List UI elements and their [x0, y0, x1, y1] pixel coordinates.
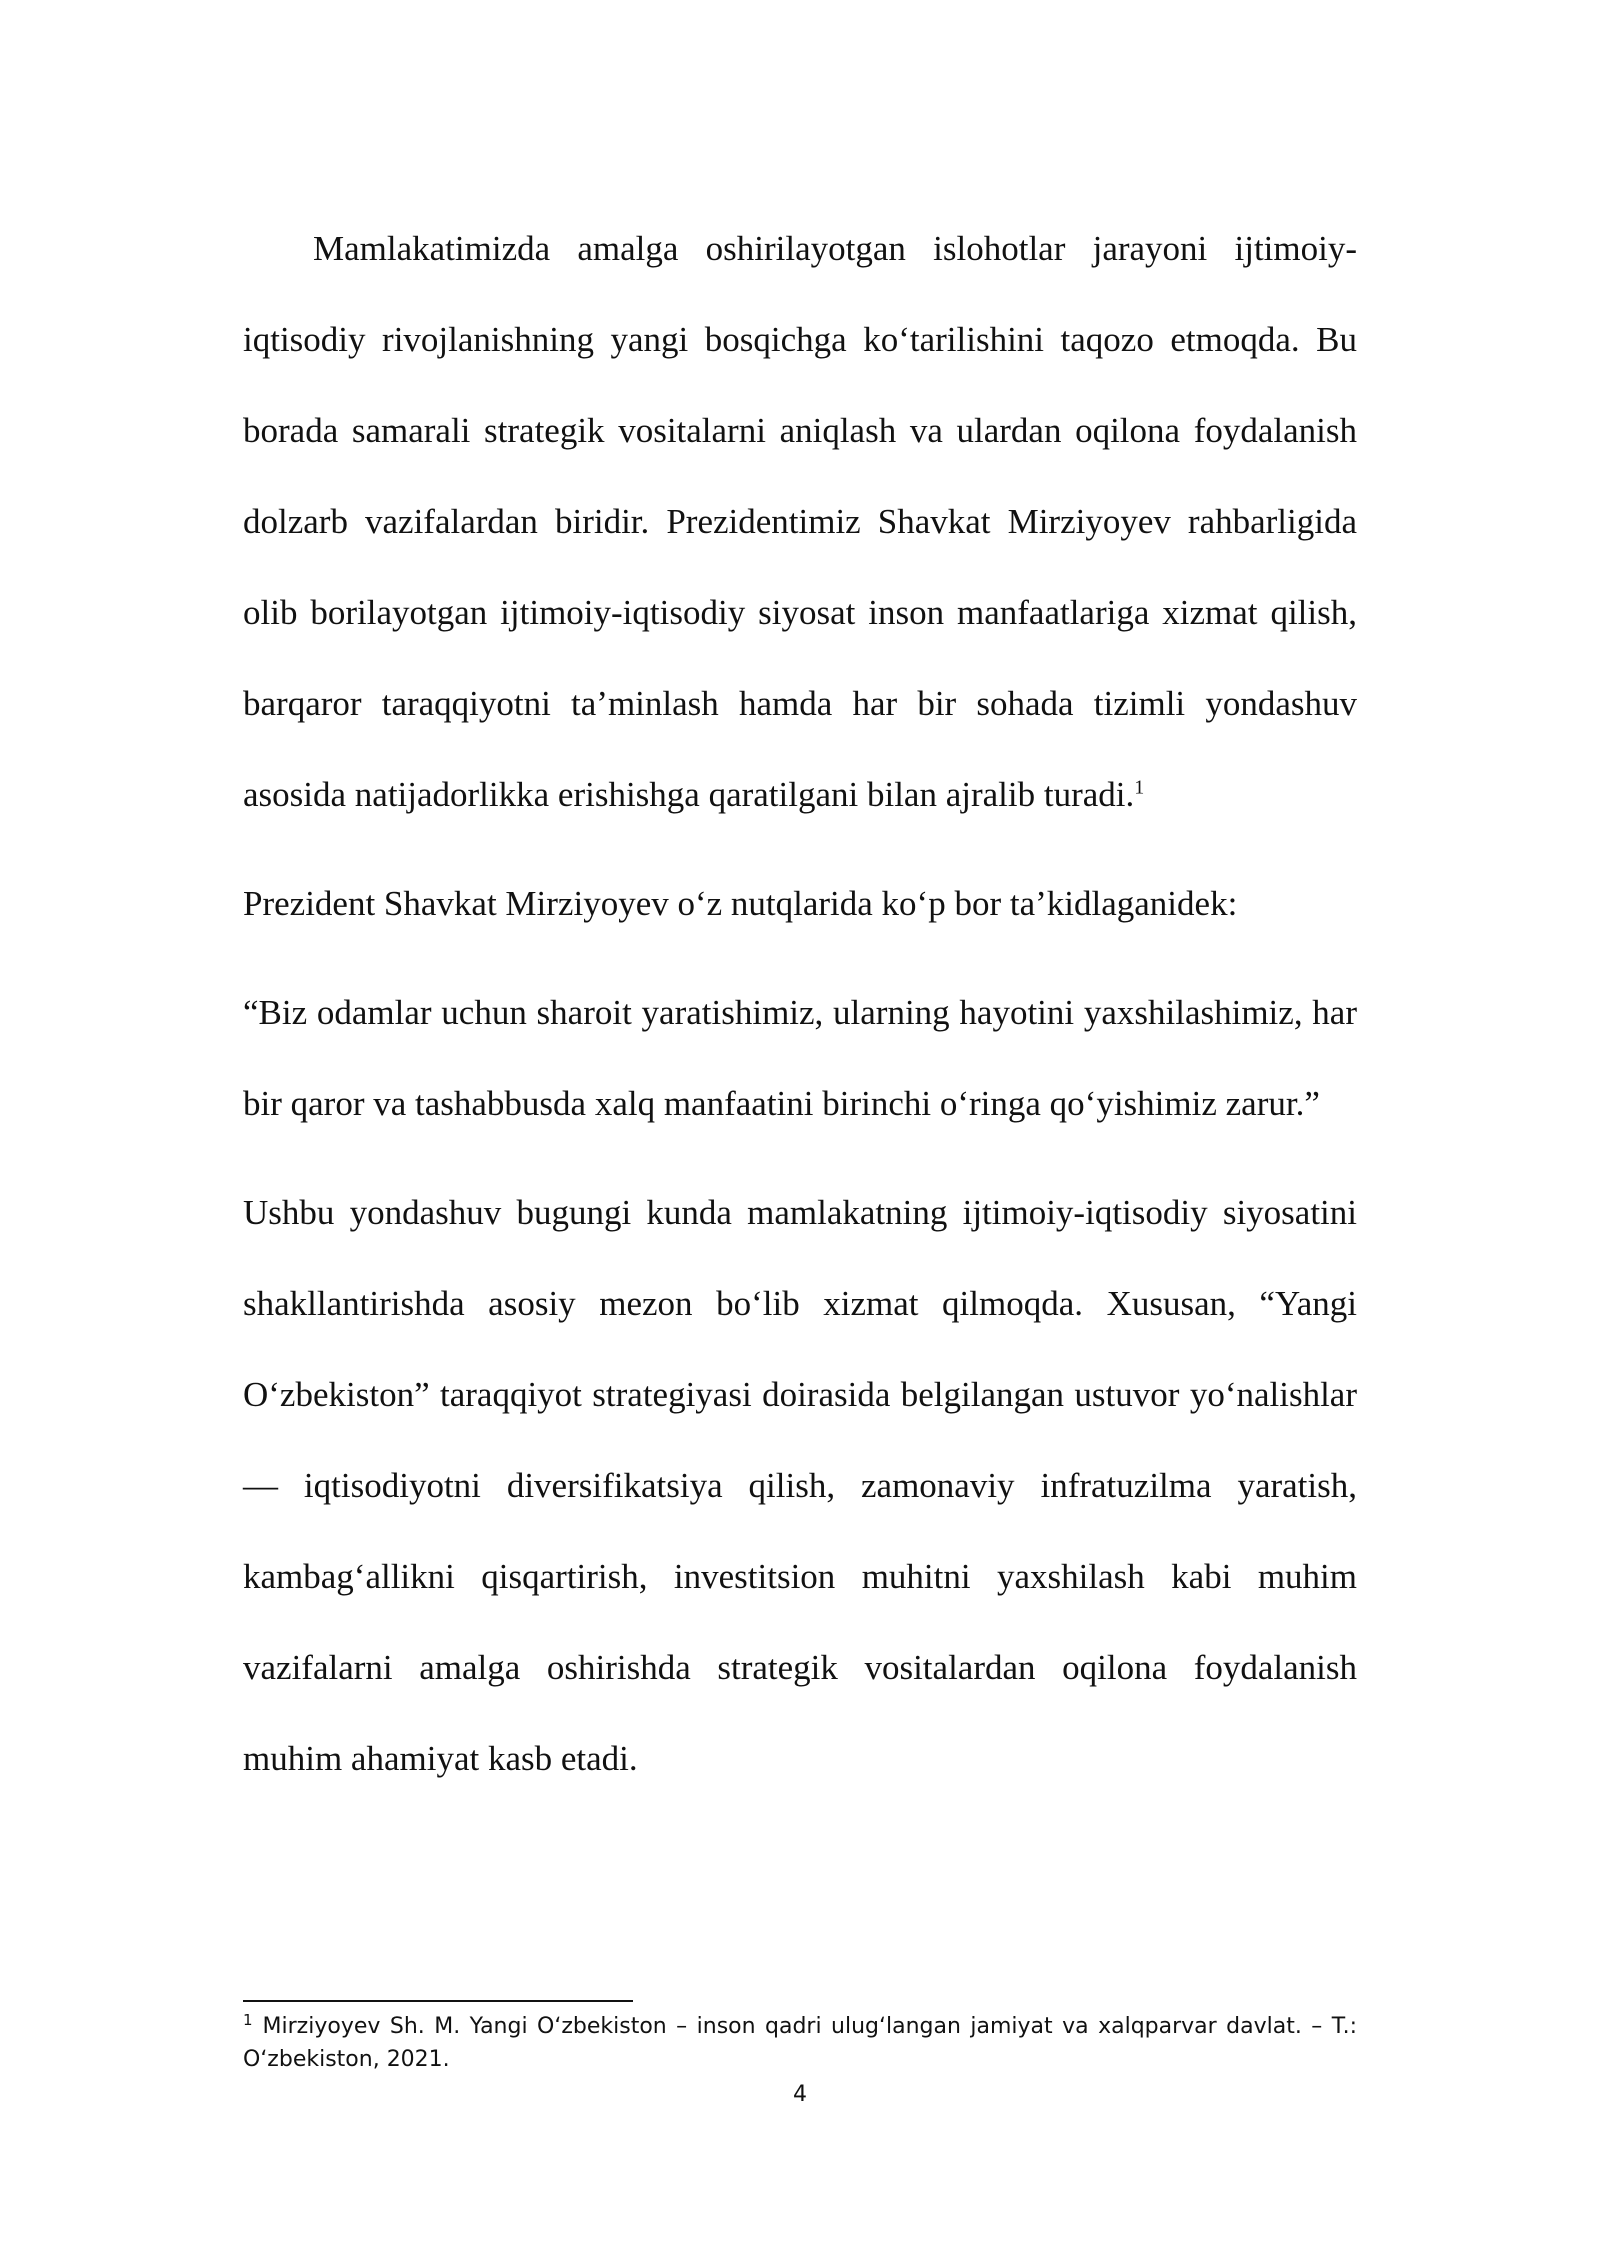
paragraph-strategy: Ushbu yondashuv bugungi kunda mamlakatning ijtimoiy-iqtisodiy siyosatini shakllantirishda asosiy mezon boʻlib xizmat qilmoqda. Xususan, “Yangi Oʻzbekiston” taraqqiyot strategiyasi doirasida belgilangan ustuvor yoʻnalishlar — iqtisodiyotni diversifikatsiya qilish, zamonaviy infratuzilma yaratish, kambagʻallikni qisqartirish, investitsion muhitni yaxshilash kabi muhim vazifalarni amalga oshirishda strategik vositalardan oqilona foydalanish muhim ahamiyat kasb etadi.	[243, 1193, 1357, 1778]
footnote-separator	[243, 2000, 633, 2002]
paragraph-intro-text: Mamlakatimizda amalga oshirilayotgan islohotlar jarayoni ijtimoiy-iqtisodiy rivojlanishning yangi bosqichga koʻtarilishini taqozo etmoqda. Bu borada samarali strategik vositalarni aniqlash va ulardan oqilona foydalanish dolzarb vazifalardan biridir. Prezidentimiz Shavkat Mirziyoyev rahbarligida olib borilayotgan ijtimoiy-iqtisodiy siyosat inson manfaatlariga xizmat qilish, barqaror taraqqiyotni ta’minlash hamda har bir sohada tizimli yondashuv asosida natijadorlikka erishishga qaratilgani bilan ajralib turadi.	[243, 229, 1357, 814]
page-number: 4	[793, 2082, 807, 2107]
footnote	[243, 2010, 1357, 2076]
footnote-number: 1	[243, 2010, 253, 2029]
body-text	[243, 203, 1357, 1804]
paragraph-intro	[243, 203, 1357, 840]
paragraph-quote: “Biz odamlar uchun sharoit yaratishimiz, ularning hayotini yaxshilashimiz, har bir qaror va tashabbusda xalq manfaatini birinchi oʻringa qoʻyishimiz zarur.”	[243, 993, 1357, 1123]
footnote-text: Mirziyoyev Sh. M. Yangi Oʻzbekiston – inson qadri ulugʻlangan jamiyat va xalqparvar davlat. – T.: Oʻzbekiston, 2021.	[243, 2014, 1357, 2072]
paragraph-quote-lead: Prezident Shavkat Mirziyoyev oʻz nutqlarida koʻp bor ta’kidlaganidek:	[243, 884, 1238, 923]
footnote-reference: 1	[1134, 776, 1145, 799]
